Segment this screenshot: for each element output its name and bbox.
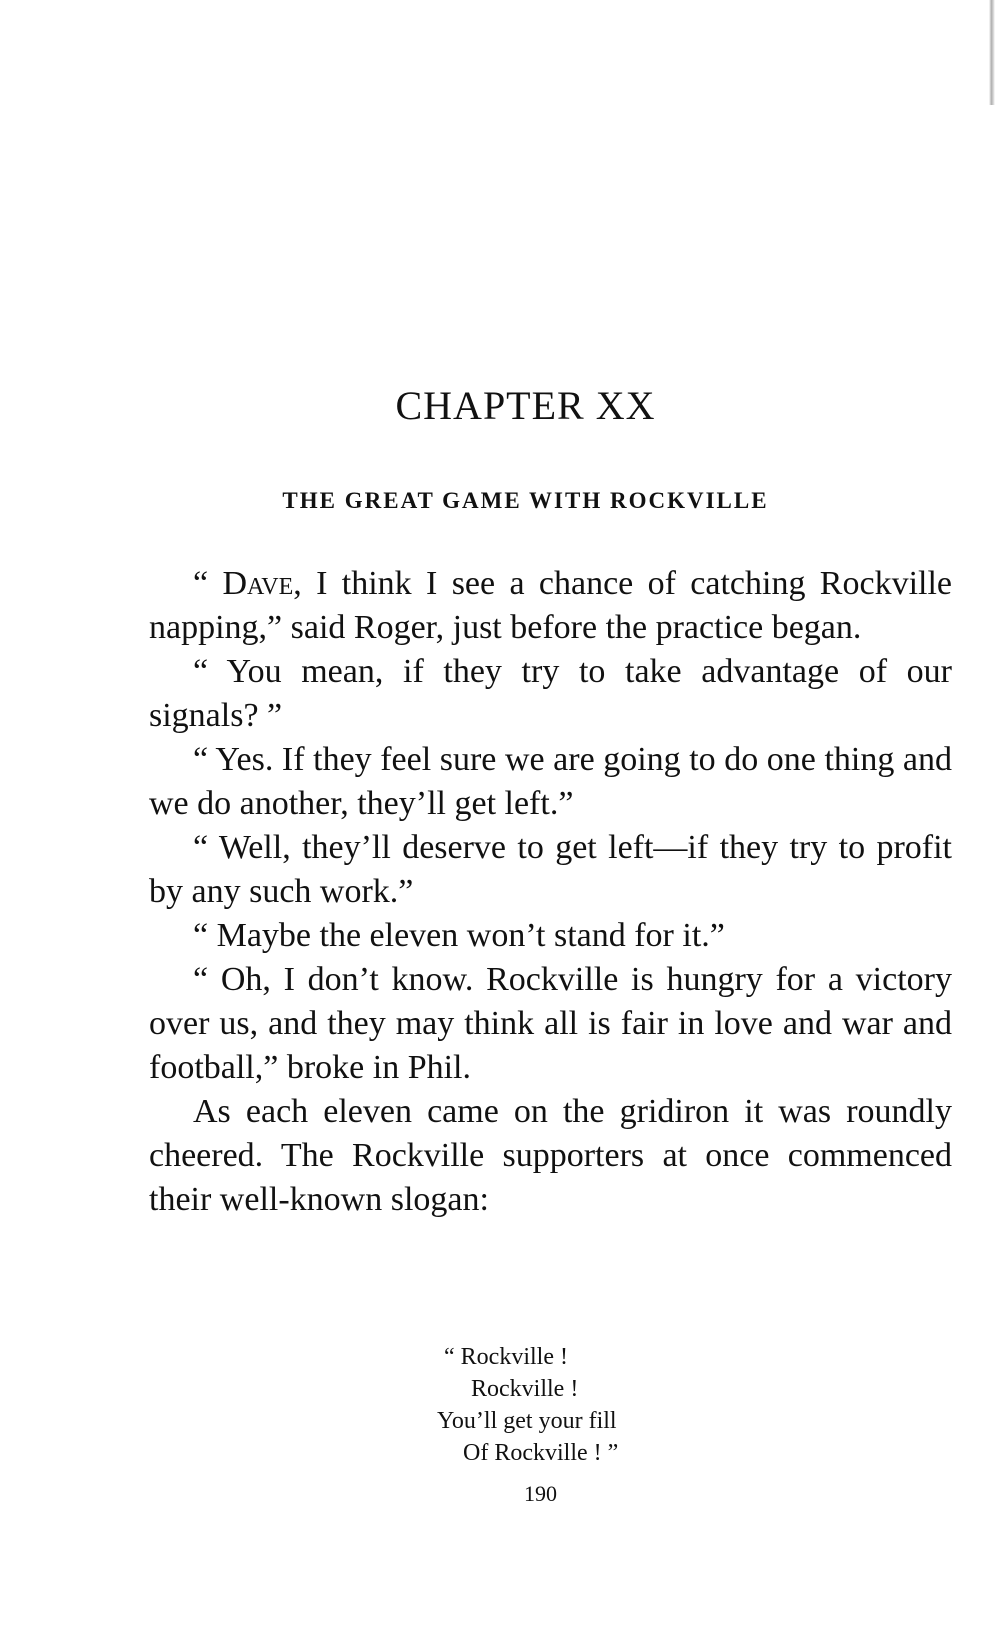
chapter-title: CHAPTER XX (395, 383, 656, 428)
chapter-subtitle: THE GREAT GAME WITH ROCKVILLE (282, 488, 769, 513)
verse-line-2: Rockville ! (471, 1376, 579, 1402)
paragraph-2: “ You mean, if they try to take advantage of our signals? ” (149, 653, 952, 734)
paragraph-1 (149, 562, 952, 650)
paragraph-3: “ Yes. If they feel sure we are going to do one thing and we do another, they’ll get left.” (149, 741, 952, 822)
paragraph-1-text: , I think I see a chance of catching Rockville napping,” said Roger, just before the practice began. (149, 565, 953, 646)
chapter-body (149, 562, 952, 1222)
paragraph-7: As each eleven came on the gridiron it was roundly cheered. The Rockville supporters at once commenced their well-known slogan: (149, 1093, 952, 1218)
paragraph-4: “ Well, they’ll deserve to get left—if they try to profit by any such work.” (149, 829, 952, 910)
paragraph-5: “ Maybe the eleven won’t stand for it.” (193, 917, 725, 954)
paragraph-1-lead-quote: “ (193, 565, 223, 602)
page-number: 190 (524, 1481, 557, 1506)
verse-line-4: Of Rockville ! ” (463, 1440, 619, 1466)
paragraph-1-smallcaps-name: Dave (222, 565, 294, 602)
paragraph-6: “ Oh, I don’t know. Rockville is hungry for a victory over us, and they may think all is fair in love and war and football,” broke in Phil. (149, 961, 952, 1086)
page-edge-mark (989, 0, 995, 105)
verse-line-3: You’ll get your fill (437, 1408, 617, 1434)
verse-line-1: “ Rockville ! (444, 1344, 568, 1370)
